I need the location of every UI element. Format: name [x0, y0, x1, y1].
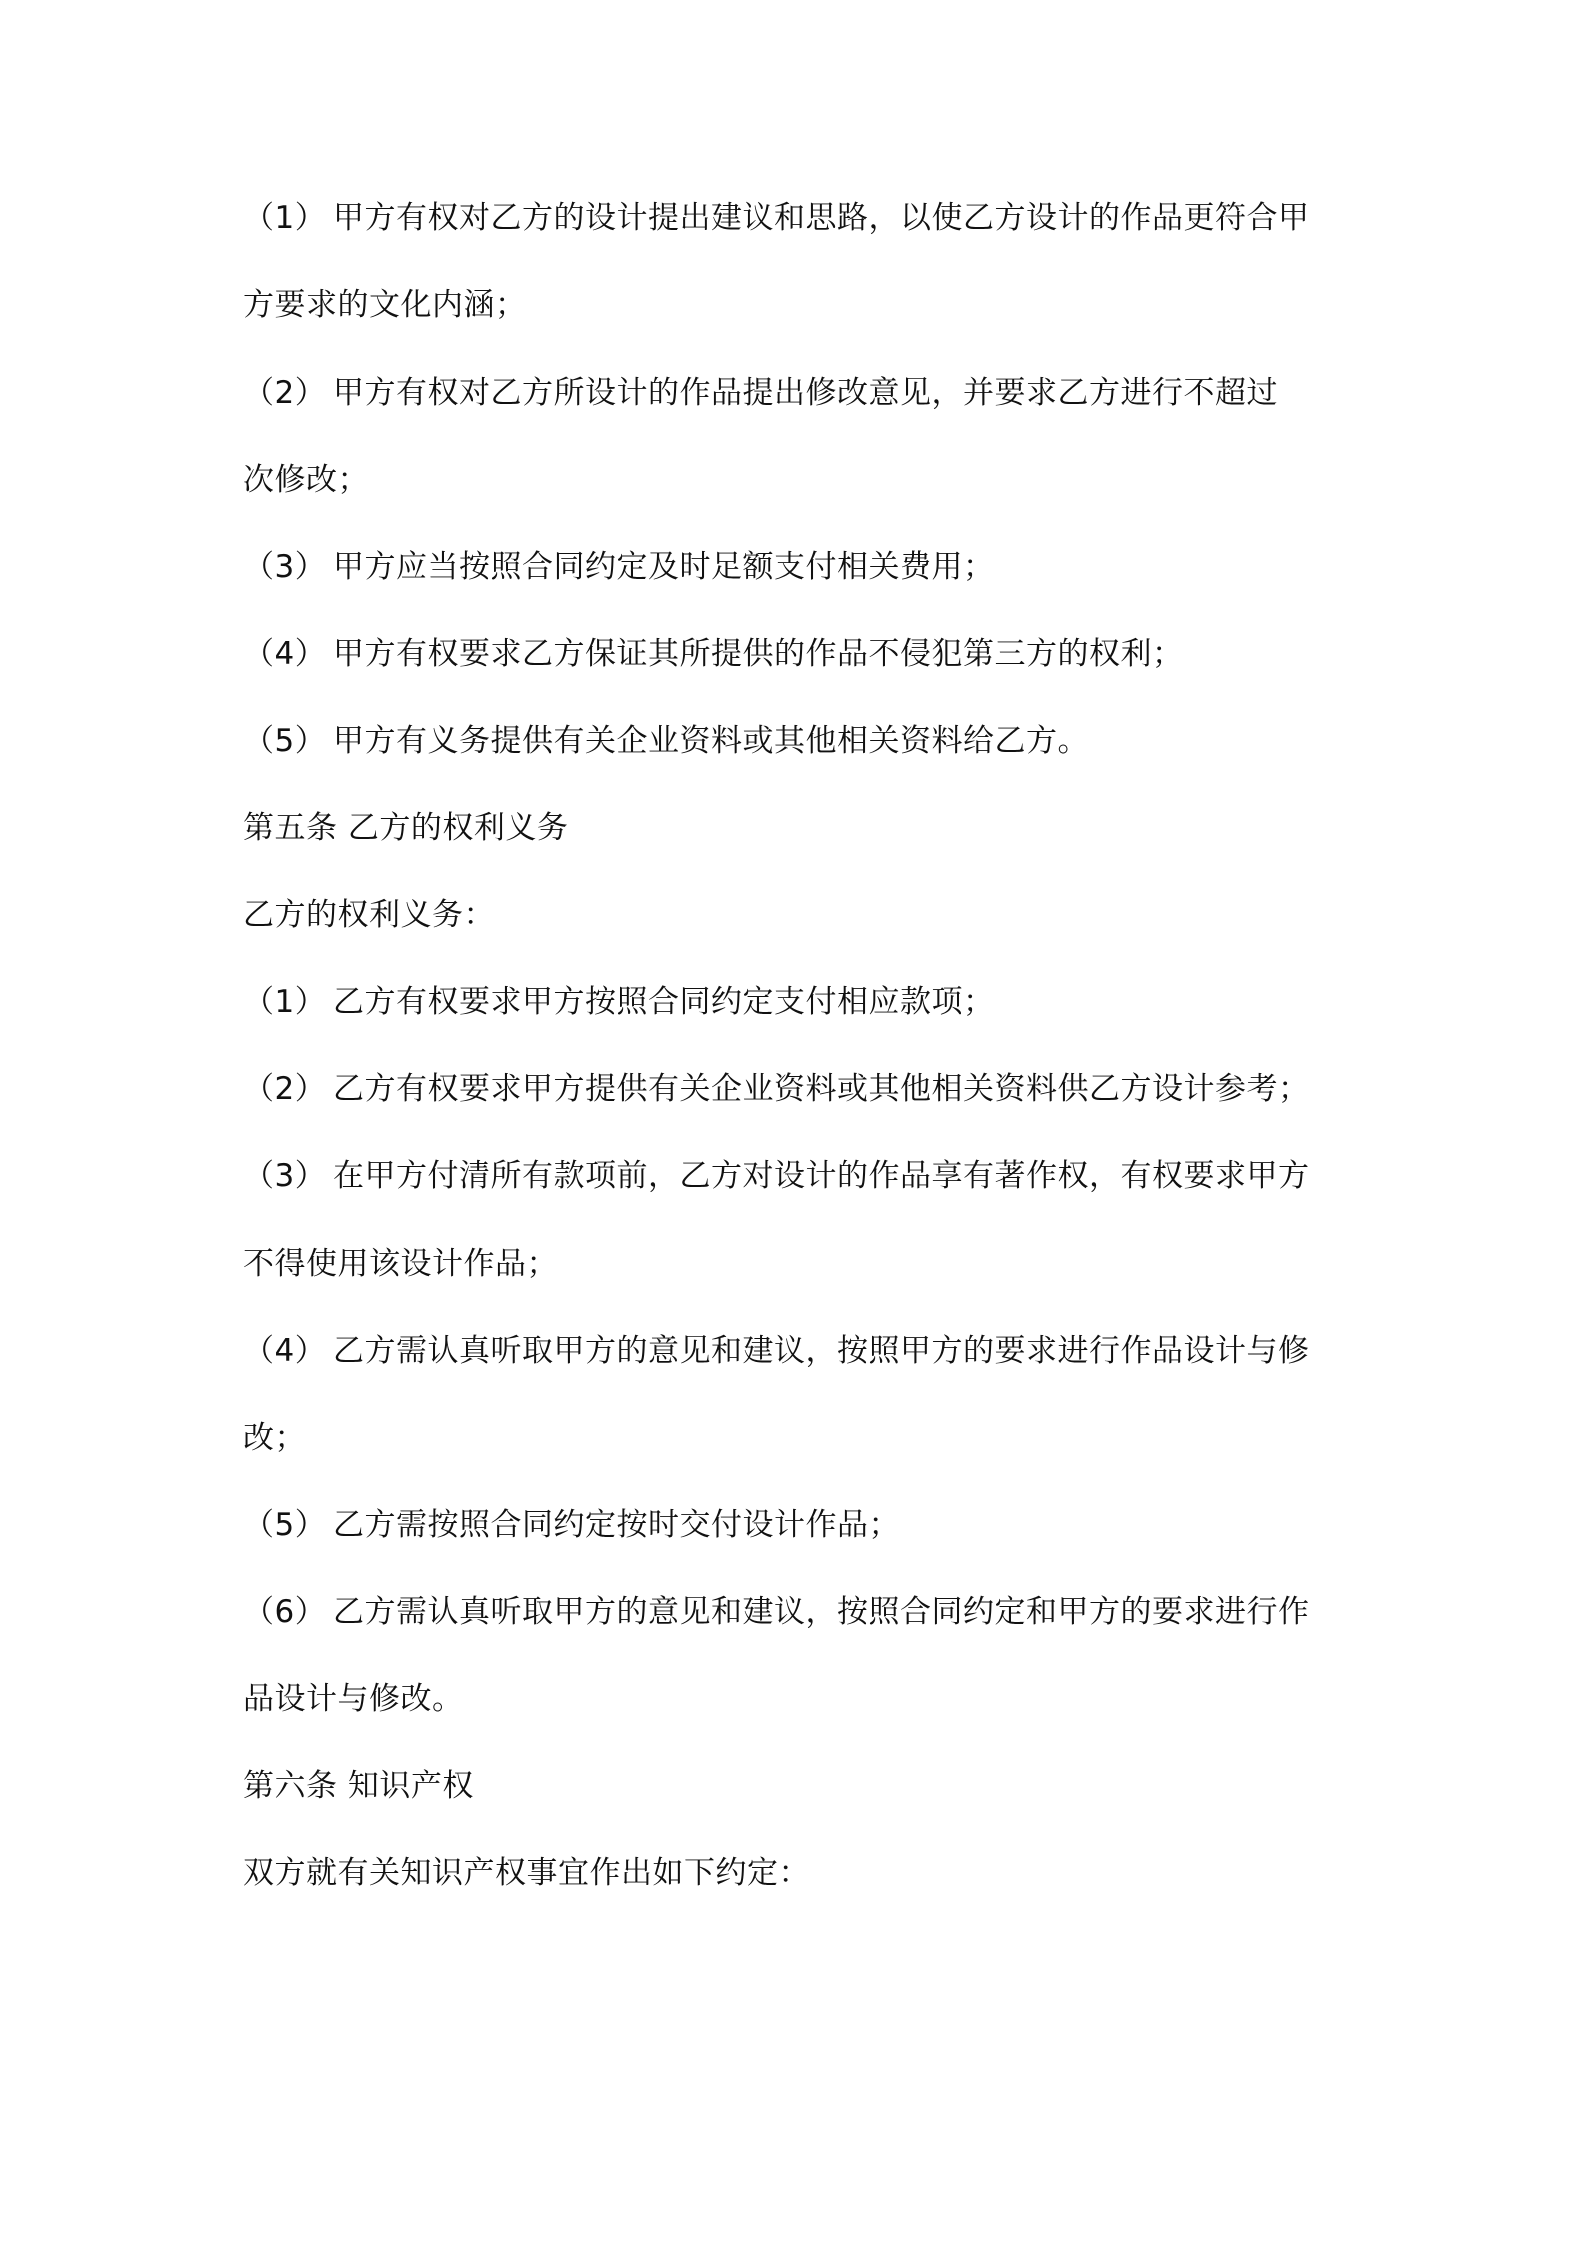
article-6-heading: 第六条 知识产权: [243, 1768, 474, 1804]
article-6-intro: 双方就有关知识产权事宜作出如下约定：: [243, 1855, 810, 1891]
article-5-heading: 第五条 乙方的权利义务: [243, 810, 569, 846]
item-number: （5）: [243, 723, 327, 759]
party-a-item-2-line-1: （2） 甲方有权对乙方所设计的作品提出修改意见，并要求乙方进行不超过: [243, 371, 1278, 415]
party-a-item-1-line-1: （1） 甲方有权对乙方的设计提出建议和思路，以使乙方设计的作品更符合甲: [243, 196, 1310, 240]
party-a-item-4: （4） 甲方有权要求乙方保证其所提供的作品不侵犯第三方的权利；: [243, 632, 1184, 676]
article-5-intro: 乙方的权利义务：: [243, 897, 495, 933]
item-number: （4）: [243, 1333, 327, 1369]
item-number: （3）: [243, 549, 327, 585]
party-a-item-2-line-2: 次修改；: [243, 462, 369, 498]
item-number: （6）: [243, 1594, 327, 1630]
item-number: （3）: [243, 1158, 327, 1194]
party-b-item-1: （1） 乙方有权要求甲方按照合同约定支付相应款项；: [243, 980, 995, 1024]
party-a-item-1-line-2: 方要求的文化内涵；: [243, 287, 527, 323]
party-b-item-4-line-1: （4） 乙方需认真听取甲方的意见和建议，按照甲方的要求进行作品设计与修: [243, 1329, 1310, 1373]
party-b-item-6-line-2: 品设计与修改。: [243, 1681, 464, 1717]
party-a-item-3: （3） 甲方应当按照合同约定及时足额支付相关费用；: [243, 545, 995, 589]
item-number: （2）: [243, 375, 327, 411]
party-b-item-5: （5） 乙方需按照合同约定按时交付设计作品；: [243, 1503, 900, 1547]
item-number: （1）: [243, 984, 327, 1020]
item-number: （5）: [243, 1507, 327, 1543]
party-b-item-3-line-2: 不得使用该设计作品；: [243, 1246, 558, 1282]
party-b-item-6-line-1: （6） 乙方需认真听取甲方的意见和建议，按照合同约定和甲方的要求进行作: [243, 1590, 1310, 1634]
party-b-item-3-line-1: （3） 在甲方付清所有款项前，乙方对设计的作品享有著作权，有权要求甲方: [243, 1154, 1310, 1198]
party-a-item-5: （5） 甲方有义务提供有关企业资料或其他相关资料给乙方。: [243, 719, 1089, 763]
item-number: （2）: [243, 1071, 327, 1107]
party-b-item-2: （2） 乙方有权要求甲方提供有关企业资料或其他相关资料供乙方设计参考；: [243, 1067, 1310, 1111]
item-number: （4）: [243, 636, 327, 672]
item-number: （1）: [243, 200, 327, 236]
party-b-item-4-line-2: 改；: [243, 1420, 306, 1456]
